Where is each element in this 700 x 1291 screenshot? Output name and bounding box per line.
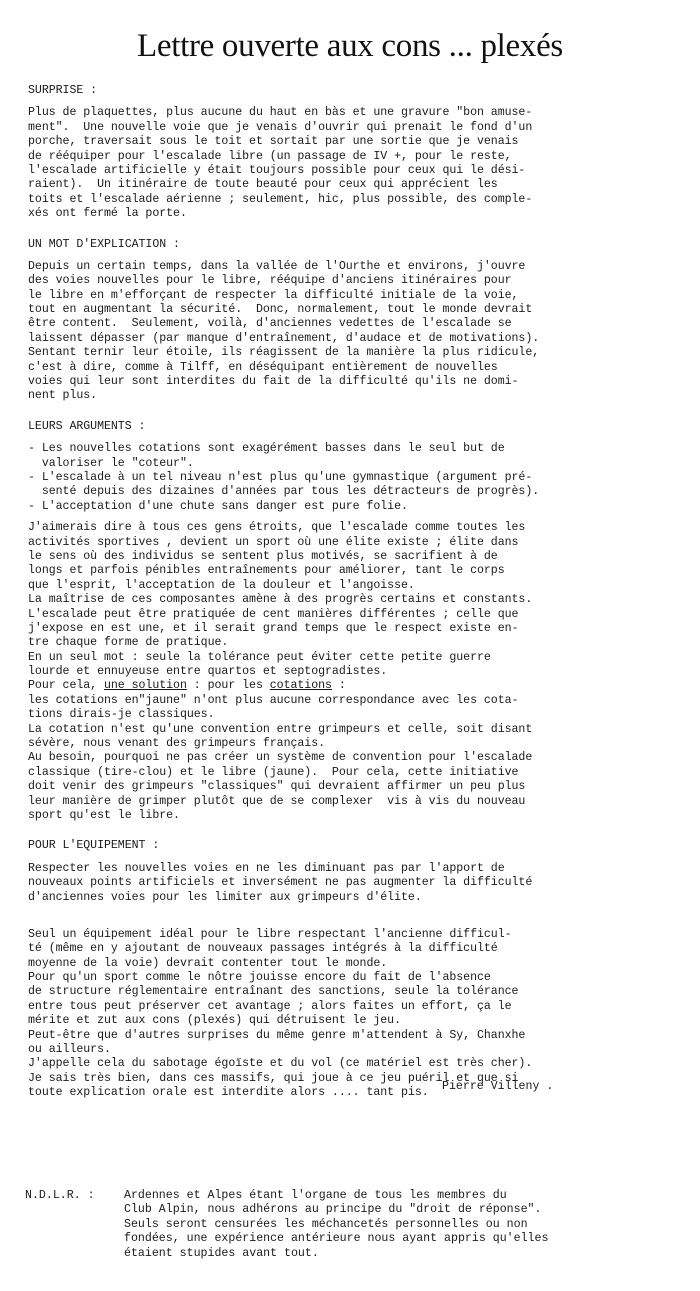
paragraph-reponse — [28, 521, 688, 823]
list-item — [28, 442, 688, 471]
text-line: En un seul mot : seule la tolérance peut éviter cette petite guerre — [28, 650, 491, 664]
text-line: Respecter les nouvelles voies en ne les diminuant pas par l'apport de — [28, 861, 505, 875]
text-line: leur manière de grimper plutôt que de se complexer vis à vis du nouveau — [28, 794, 526, 808]
section-heading-explication: UN MOT D'EXPLICATION : — [28, 237, 180, 251]
text-line: étaient stupides avant tout. — [124, 1246, 319, 1260]
text-line: lourde et ennuyeuse entre quartos et septogradistes. — [28, 665, 388, 679]
text-line: - L'escalade à un tel niveau n'est plus qu'une gymnastique (argument pré- — [28, 470, 533, 484]
text-line: senté depuis des dizaines d'années par tous les détracteurs de progrès). — [28, 485, 540, 499]
arguments-list — [28, 442, 688, 514]
underlined-solution: une solution — [103, 679, 187, 693]
text-line: d'anciennes voies pour les limiter aux grimpeurs d'élite. — [28, 890, 422, 904]
text-segment: : — [331, 679, 346, 693]
paragraph-surprise — [28, 106, 688, 221]
text-line: Au besoin, pourquoi ne pas créer un système de convention pour l'escalade — [28, 751, 533, 765]
text-line: L'escalade peut être pratiquée de cent manières différentes ; celle que — [28, 607, 519, 621]
text-line: nouveaux points artificiels et inversément ne pas augmenter la difficulté — [28, 876, 533, 890]
list-item — [28, 471, 688, 500]
paragraph-conclusion — [28, 928, 688, 1101]
text-line: Pour qu'un sport comme le nôtre jouisse encore du fait de l'absence — [28, 971, 491, 985]
text-line: nent plus. — [28, 389, 98, 403]
list-item — [28, 500, 688, 514]
text-line: ment". Une nouvelle voie que je venais d'ouvrir qui prenait le fond d'un — [28, 120, 533, 134]
text-line: le sens où des individus se sentent plus motivés, se sacrifient à de — [28, 549, 498, 563]
text-line: La maîtrise de ces composantes amène à des progrès certains et constants. — [28, 593, 533, 607]
text-line: voies qui leur sont interdites du fait de la difficulté qu'ils ne domi- — [28, 375, 519, 389]
text-line: longs et parfois pénibles entraînements pour améliorer, tant le corps — [28, 564, 505, 578]
paragraph-equipement — [28, 862, 688, 905]
text-line: tre chaque forme de pratique. — [28, 636, 229, 650]
text-line: Club Alpin, nous adhérons au principe du "droit de réponse". — [124, 1203, 542, 1217]
text-line: J'aimerais dire à tous ces gens étroits, que l'escalade comme toutes les — [28, 521, 526, 535]
text-line: j'expose en est une, et il serait grand temps que le respect existe en- — [28, 621, 519, 635]
text-line: Seuls seront censurées les méchancetés personnelles ou non — [124, 1217, 528, 1231]
text-line: doit venir des grimpeurs "classiques" qui devraient affirmer un peu plus — [28, 780, 526, 794]
text-line: tout en augmentant la sécurité. Donc, normalement, tout le monde devrait — [28, 303, 533, 317]
text-line: valoriser le "coteur". — [28, 456, 194, 470]
text-line: moyenne de la voie) devrait contenter tout le monde. — [28, 956, 388, 970]
section-heading-equipement: POUR L'EQUIPEMENT : — [28, 839, 160, 853]
text-line: té (même en y ajoutant de nouveaux passages intégrés à la difficulté — [28, 942, 498, 956]
text-line: raient). Un itinéraire de toute beauté pour ceux qui apprécient les — [28, 178, 498, 192]
text-line: entre tous peut préserver cet avantage ; alors faites un effort, ça le — [28, 999, 512, 1013]
text-line: - Les nouvelles cotations sont exagérément basses dans le seul but de — [28, 442, 505, 456]
text-line: les cotations en"jaune" n'ont plus aucune correspondance avec les cota- — [28, 693, 519, 707]
underlined-cotations: cotations — [269, 679, 332, 693]
solution-line — [28, 679, 688, 693]
editor-note-label: N.D.L.R. : — [25, 1189, 95, 1202]
text-line: c'est à dire, comme à Tilff, en déséquipant entièrement de nouvelles — [28, 360, 498, 374]
text-line: activités sportives , devient un sport où une élite existe ; élite dans — [28, 535, 519, 549]
text-line: le libre en m'efforçant de respecter la difficulté initiale de la voie, — [28, 288, 519, 302]
paragraph-explication — [28, 260, 688, 404]
text-line: La cotation n'est qu'une convention entre grimpeurs et celle, soit disant — [28, 722, 533, 736]
text-line: que l'esprit, l'acceptation de la douleur et l'angoisse. — [28, 578, 415, 592]
text-line: Sentant ternir leur étoile, ils réagissent de la manière la plus ridicule, — [28, 346, 540, 360]
text-line: Ardennes et Alpes étant l'organe de tous les membres du — [124, 1189, 507, 1202]
text-line: mérite et zut aux cons (plexés) qui détruisent le jeu. — [28, 1014, 401, 1028]
text-line: de structure réglementaire entraînant des sanctions, seule la tolérance — [28, 985, 519, 999]
section-heading-surprise: SURPRISE : — [28, 84, 98, 97]
text-segment: Pour cela, — [28, 679, 104, 693]
text-line: sport qu'est le libre. — [28, 808, 180, 822]
text-line: - L'acceptation d'une chute sans danger est pure folie. — [28, 499, 408, 513]
text-line: porche, traversait sous le toit et sortait par une sortie que je venais — [28, 135, 519, 149]
text-line: Depuis un certain temps, dans la vallée de l'Ourthe et environs, j'ouvre — [28, 259, 526, 273]
text-line: xés ont fermé la porte. — [28, 207, 187, 221]
text-line: être content. Seulement, voilà, d'anciennes vedettes de l'escalade se — [28, 317, 512, 331]
text-line: Je sais très bien, dans ces massifs, qui joue à ce jeu puéril et que si — [28, 1071, 519, 1085]
signature: Pierre Villeny . — [442, 1080, 554, 1093]
text-line: tions dirais-je classiques. — [28, 708, 215, 722]
page-title: Lettre ouverte aux cons ... plexés — [137, 28, 563, 64]
text-line: Seul un équipement idéal pour le libre respectant l'ancienne difficul- — [28, 927, 512, 941]
text-line: classique (tire-clou) et le libre (jaune). Pour cela, cette initiative — [28, 765, 519, 779]
text-line: fondées, une expérience antérieure nous ayant appris qu'elles — [124, 1232, 549, 1246]
text-line: Plus de plaquettes, plus aucune du haut en bàs et une gravure "bon amuse- — [28, 106, 533, 120]
text-line: laissent dépasser (par manque d'entraînement, d'audace et de motivations). — [28, 331, 540, 345]
text-line: des voies nouvelles pour le libre, rééquipe d'anciens itinéraires pour — [28, 274, 512, 288]
text-line: J'appelle cela du sabotage égoïste et du vol (ce matériel est très cher). — [28, 1057, 533, 1071]
text-line: toits et l'escalade aérienne ; seulement, hic, plus possible, des comple- — [28, 192, 533, 206]
editor-note-body — [124, 1189, 700, 1261]
letter-body — [28, 84, 688, 1101]
text-line: Peut-être que d'autres surprises du même genre m'attendent à Sy, Chanxhe — [28, 1028, 526, 1042]
text-segment: : pour les — [186, 679, 270, 693]
text-line: l'escalade artificielle y était toujours possible pour ceux qui le dési- — [28, 163, 526, 177]
text-line: sévère, nous venant des grimpeurs français. — [28, 737, 326, 751]
text-line: ou ailleurs. — [28, 1043, 111, 1057]
text-line: de rééquiper pour l'escalade libre (un passage de IV +, pour le reste, — [28, 149, 512, 163]
text-line: toute explication orale est interdite alors .... tant pis. — [28, 1086, 429, 1100]
section-heading-arguments: LEURS ARGUMENTS : — [28, 419, 146, 433]
